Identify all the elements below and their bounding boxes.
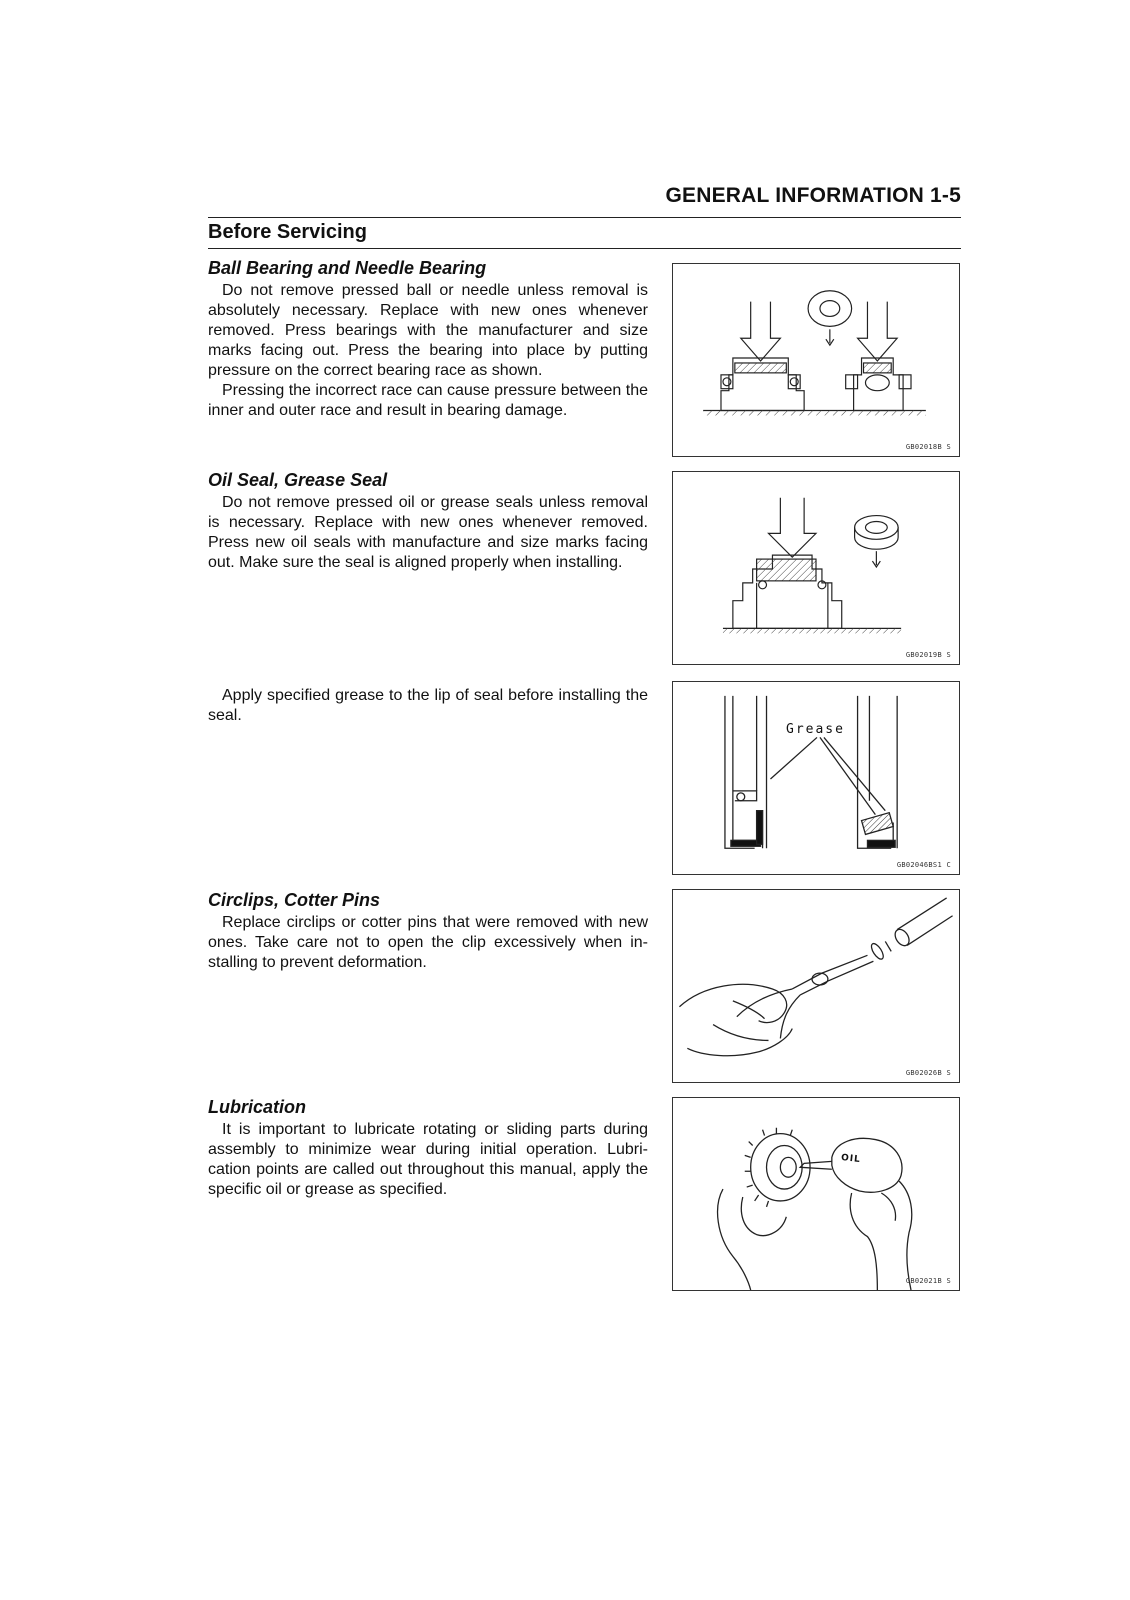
section-grease xyxy=(208,686,648,726)
figure-circlip-pliers xyxy=(672,889,960,1083)
header-rule-bottom xyxy=(208,248,961,249)
section-title: Before Servicing xyxy=(208,221,367,243)
figure-bearing-press xyxy=(672,263,960,457)
figure-code: GB02018B S xyxy=(905,443,951,451)
page-header-title: GENERAL INFORMATION 1-5 xyxy=(665,184,961,207)
section-paragraph: Pressing the incorrect race can cause pressure between the inner and outer race and result in bearing damage. xyxy=(208,382,649,419)
figure-label-oil: OIL xyxy=(840,1152,862,1166)
figure-code: GB02026B S xyxy=(905,1069,951,1077)
figure-label-grease: Grease xyxy=(786,722,845,737)
bearing-press-illustration xyxy=(673,264,959,456)
section-lubrication xyxy=(208,1097,648,1200)
section-paragraph: Replace circlips or cotter pins that were removed with new ones. Take care not to open the clip excessively when in-stalling to prevent deformation. xyxy=(208,914,648,971)
section-ball-bearing xyxy=(208,258,648,421)
grease-seal-illustration xyxy=(673,682,959,874)
figure-grease-seal xyxy=(672,681,960,875)
figure-lubrication xyxy=(672,1097,960,1291)
header-rule-top xyxy=(208,217,961,218)
oil-seal-press-illustration xyxy=(673,472,959,664)
section-paragraph: Do not remove pressed ball or needle unless removal is absolutely necessary. Replace with new ones whenever removed. Press bearings with the manufacturer and size marks facing out. Press the bearing into place by putting pressure on the correct bearing race as shown. xyxy=(208,282,648,379)
figure-code: GB02021B S xyxy=(905,1277,951,1285)
section-heading: Oil Seal, Grease Seal xyxy=(208,470,388,490)
circlip-pliers-illustration xyxy=(673,890,959,1082)
section-circlips xyxy=(208,890,648,973)
section-paragraph: Apply specified grease to the lip of seal before installing the seal. xyxy=(208,687,648,724)
section-heading: Lubrication xyxy=(208,1097,306,1117)
section-heading: Ball Bearing and Needle Bearing xyxy=(208,258,487,278)
section-heading: Circlips, Cotter Pins xyxy=(208,890,381,910)
figure-code: GB02046BS1 C xyxy=(896,861,951,869)
section-paragraph: Do not remove pressed oil or grease seals unless removal is necessary. Replace with new ones whenever removed. Press new oil seals with manufacture and size marks facing out. Make sure the seal is aligned properly when installing. xyxy=(208,494,648,571)
lubrication-illustration xyxy=(673,1098,959,1290)
section-oil-seal xyxy=(208,470,648,573)
figure-oil-seal-press xyxy=(672,471,960,665)
figure-code: GB02019B S xyxy=(905,651,951,659)
section-paragraph: It is important to lubricate rotating or sliding parts during assembly to minimize wear during initial operation. Lubri-cation points are called out throughout this manual, apply the specific oil or grease as specified. xyxy=(208,1121,648,1198)
